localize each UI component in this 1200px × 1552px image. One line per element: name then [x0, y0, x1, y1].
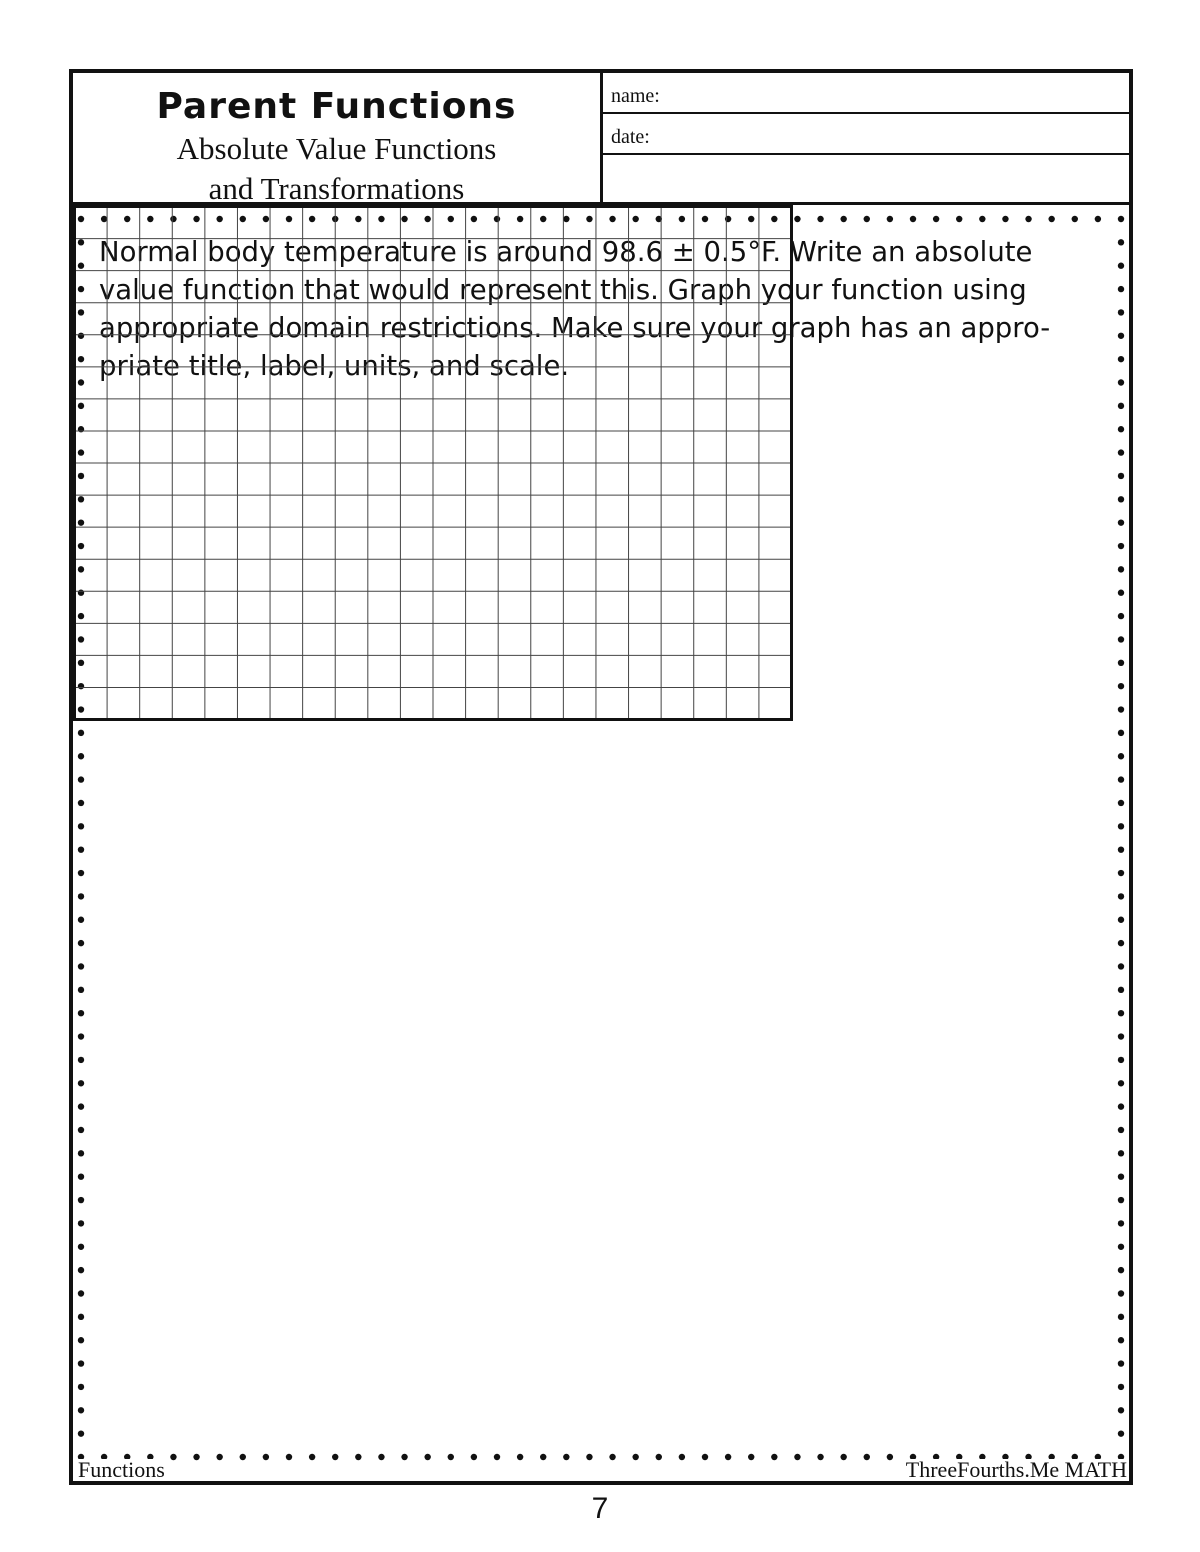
border-dot: [1002, 216, 1008, 222]
page-number: 7: [591, 1492, 609, 1525]
border-dot: [1118, 263, 1124, 269]
border-dot: [725, 1454, 731, 1460]
border-dot: [817, 216, 823, 222]
border-dot: [1118, 1220, 1124, 1226]
border-dot: [78, 940, 84, 946]
border-dot: [78, 1220, 84, 1226]
border-dot: [309, 1454, 315, 1460]
border-dot: [78, 730, 84, 736]
dotted-border-area: [73, 205, 1129, 1481]
border-dot: [679, 1454, 685, 1460]
border-dot: [494, 1454, 500, 1460]
border-dot: [78, 987, 84, 993]
border-dot: [840, 216, 846, 222]
border-dot: [78, 1150, 84, 1156]
border-dot: [1118, 846, 1124, 852]
footer-right-label: ThreeFourths.Me MATH: [905, 1457, 1127, 1482]
border-dot: [517, 1454, 523, 1460]
border-dot: [78, 1290, 84, 1296]
border-dot: [448, 1454, 454, 1460]
border-dot: [78, 1103, 84, 1109]
border-dot: [378, 1454, 384, 1460]
border-dot: [1118, 636, 1124, 642]
border-dot: [1118, 473, 1124, 479]
border-dot: [1118, 613, 1124, 619]
border-dot: [1118, 706, 1124, 712]
border-dot: [1118, 1150, 1124, 1156]
border-dot: [1118, 730, 1124, 736]
border-dot: [1118, 660, 1124, 666]
border-dot: [1118, 566, 1124, 572]
border-dot: [840, 1454, 846, 1460]
border-dot: [1118, 1173, 1124, 1179]
border-dot: [702, 1454, 708, 1460]
student-fields: [603, 73, 1129, 202]
blank-field[interactable]: [603, 155, 1129, 200]
border-dot: [563, 1454, 569, 1460]
border-dot: [1118, 1290, 1124, 1296]
worksheet-header: [73, 73, 1129, 205]
border-dot: [1118, 1314, 1124, 1320]
question-text: Normal body temperature is around 98.6 ± 0.5°F. Write an absolute value function that would represent this. Graph your function using appropriate domain restrictions. Make sure your graph has an appro-priate title, label, units, and scale.: [99, 236, 1051, 382]
border-dot: [424, 1454, 430, 1460]
border-dot: [1118, 379, 1124, 385]
border-dot: [609, 1454, 615, 1460]
name-field[interactable]: [603, 73, 1129, 114]
border-dot: [1118, 1267, 1124, 1273]
border-dot: [1118, 1197, 1124, 1203]
border-dot: [771, 1454, 777, 1460]
border-dot: [170, 1454, 176, 1460]
border-dot: [216, 1454, 222, 1460]
border-dot: [748, 1454, 754, 1460]
border-dot: [78, 1337, 84, 1343]
border-dot: [1118, 1057, 1124, 1063]
border-dot: [1118, 800, 1124, 806]
border-dot: [1118, 1430, 1124, 1436]
border-dot: [240, 1454, 246, 1460]
border-dot: [78, 753, 84, 759]
border-dot: [1025, 216, 1031, 222]
border-dot: [1118, 917, 1124, 923]
border-dot: [78, 1080, 84, 1086]
name-label: name:: [611, 85, 660, 107]
worksheet-frame: [69, 69, 1133, 1485]
border-dot: [933, 216, 939, 222]
border-dot: [1118, 449, 1124, 455]
border-dot: [1118, 683, 1124, 689]
border-dot: [864, 216, 870, 222]
border-dot: [355, 1454, 361, 1460]
border-dot: [332, 1454, 338, 1460]
border-dot: [1118, 1103, 1124, 1109]
border-dot: [78, 1197, 84, 1203]
date-field[interactable]: [603, 114, 1129, 155]
border-dot: [78, 800, 84, 806]
border-dot: [632, 1454, 638, 1460]
footer-left-label: Functions: [78, 1457, 165, 1482]
border-dot: [78, 823, 84, 829]
border-dot: [1118, 893, 1124, 899]
border-dot: [1118, 1080, 1124, 1086]
border-dot: [1118, 1127, 1124, 1133]
border-dot: [1118, 823, 1124, 829]
border-dot: [794, 1454, 800, 1460]
border-dot: [1118, 1360, 1124, 1366]
border-dot: [193, 1454, 199, 1460]
border-dot: [78, 893, 84, 899]
border-dot: [1118, 216, 1124, 222]
border-dot: [401, 1454, 407, 1460]
border-dot: [1118, 1407, 1124, 1413]
border-dot: [1118, 286, 1124, 292]
border-dot: [1048, 216, 1054, 222]
worksheet-title: Parent Functions: [156, 86, 517, 127]
border-dot: [887, 1454, 893, 1460]
border-dot: [540, 1454, 546, 1460]
border-dot: [1118, 1244, 1124, 1250]
graph-paper-grid[interactable]: [73, 205, 793, 721]
border-dot: [1118, 496, 1124, 502]
border-dot: [979, 216, 985, 222]
border-dot: [586, 1454, 592, 1460]
border-dot: [1118, 753, 1124, 759]
border-dot: [78, 1360, 84, 1366]
border-dot: [78, 846, 84, 852]
border-dot: [1118, 356, 1124, 362]
border-dot: [78, 1244, 84, 1250]
border-dot: [1072, 216, 1078, 222]
border-dot: [78, 1057, 84, 1063]
border-dot: [78, 1010, 84, 1016]
border-dot: [78, 1384, 84, 1390]
border-dot: [1118, 333, 1124, 339]
border-dot: [78, 1033, 84, 1039]
border-dot: [1118, 776, 1124, 782]
border-dot: [1118, 519, 1124, 525]
border-dot: [78, 1267, 84, 1273]
border-dot: [1118, 870, 1124, 876]
border-dot: [78, 1173, 84, 1179]
border-dot: [78, 776, 84, 782]
border-dot: [78, 870, 84, 876]
border-dot: [910, 216, 916, 222]
border-dot: [1118, 426, 1124, 432]
border-dot: [78, 1430, 84, 1436]
border-dot: [794, 216, 800, 222]
border-dot: [864, 1454, 870, 1460]
date-label: date:: [611, 126, 650, 148]
border-dot: [78, 1127, 84, 1133]
worksheet-subtitle-line-1: Absolute Value Functions: [176, 131, 497, 166]
border-dot: [1118, 940, 1124, 946]
border-dot: [1118, 1384, 1124, 1390]
border-dot: [1118, 590, 1124, 596]
border-dot: [1118, 1337, 1124, 1343]
border-dot: [78, 1407, 84, 1413]
border-dot: [656, 1454, 662, 1460]
worksheet-subtitle-line-2: and Transformations: [208, 171, 465, 206]
border-dot: [471, 1454, 477, 1460]
border-dot: [263, 1454, 269, 1460]
border-dot: [1118, 403, 1124, 409]
border-dot: [1118, 1033, 1124, 1039]
border-dot: [1118, 543, 1124, 549]
border-dot: [1118, 987, 1124, 993]
title-block: [73, 73, 603, 206]
border-dot: [78, 1314, 84, 1320]
border-dot: [1118, 963, 1124, 969]
border-dot: [78, 963, 84, 969]
border-dot: [887, 216, 893, 222]
border-dot: [1095, 216, 1101, 222]
border-dot: [956, 216, 962, 222]
border-dot: [817, 1454, 823, 1460]
border-dot: [1118, 239, 1124, 245]
border-dot: [1118, 309, 1124, 315]
border-dot: [78, 917, 84, 923]
border-dot: [286, 1454, 292, 1460]
border-dot: [1118, 1010, 1124, 1016]
